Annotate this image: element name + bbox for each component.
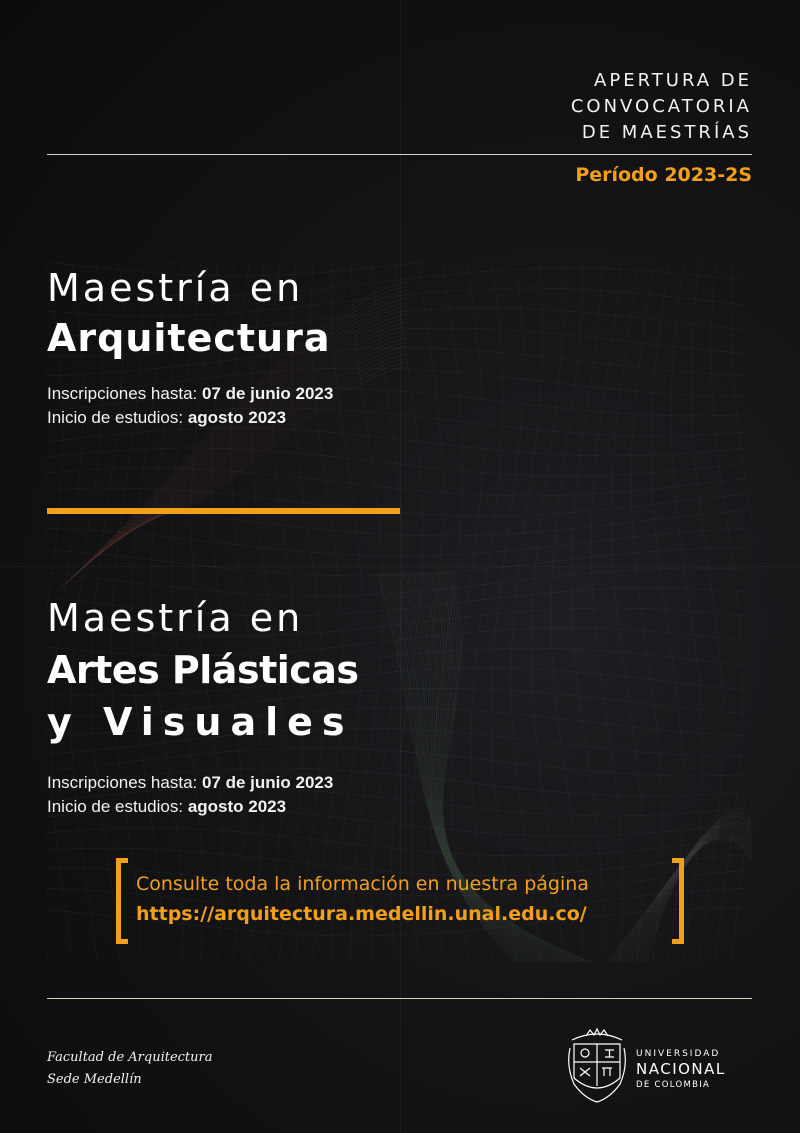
start-label: Inicio de estudios: — [47, 408, 188, 427]
registration-label: Inscripciones hasta: — [47, 773, 202, 792]
program-2-title-bold-1: Artes Plásticas — [47, 648, 359, 692]
university-logo — [566, 1026, 751, 1106]
website-link[interactable]: https://arquitectura.medellin.unal.edu.co/ — [136, 903, 587, 925]
registration-label: Inscripciones hasta: — [47, 384, 202, 403]
logo-line-3: DE COLOMBIA — [636, 1080, 711, 1090]
university-wordmark — [636, 1048, 726, 1091]
section-divider-bar — [47, 508, 400, 514]
registration-date: 07 de junio 2023 — [201, 773, 334, 792]
program-1-registration — [47, 382, 333, 405]
header-line-2: CONVOCATORIA — [570, 96, 752, 117]
start-date: agosto 2023 — [187, 408, 287, 427]
header-divider — [47, 154, 752, 155]
header-line-1: APERTURA DE — [594, 70, 752, 91]
university-seal-icon — [566, 1026, 628, 1106]
campus-name: Sede Medellín — [47, 1072, 142, 1087]
left-bracket-icon — [116, 858, 128, 944]
start-date: agosto 2023 — [187, 797, 287, 816]
program-1-title-bold: Arquitectura — [47, 316, 331, 360]
program-2-title-light: Maestría en — [47, 596, 304, 640]
program-2-start — [47, 795, 286, 818]
header-line-3: DE MAESTRÍAS — [581, 122, 752, 143]
cta-text: Consulte toda la información en nuestra página — [136, 873, 589, 895]
faculty-name: Facultad de Arquitectura — [47, 1050, 213, 1065]
program-2-registration — [47, 771, 333, 794]
footer-divider — [47, 998, 752, 999]
registration-date: 07 de junio 2023 — [201, 384, 334, 403]
logo-line-1: UNIVERSIDAD — [636, 1049, 721, 1059]
program-1-title-light: Maestría en — [47, 266, 304, 310]
logo-line-2: NACIONAL — [636, 1060, 726, 1078]
faculty-info — [47, 1047, 213, 1091]
right-bracket-icon — [672, 858, 684, 944]
program-1-start — [47, 406, 286, 429]
call-header — [571, 68, 752, 146]
period-label: Período 2023-2S — [575, 164, 752, 186]
start-label: Inicio de estudios: — [47, 797, 188, 816]
program-2-title-bold-2: y Visuales — [47, 700, 354, 744]
